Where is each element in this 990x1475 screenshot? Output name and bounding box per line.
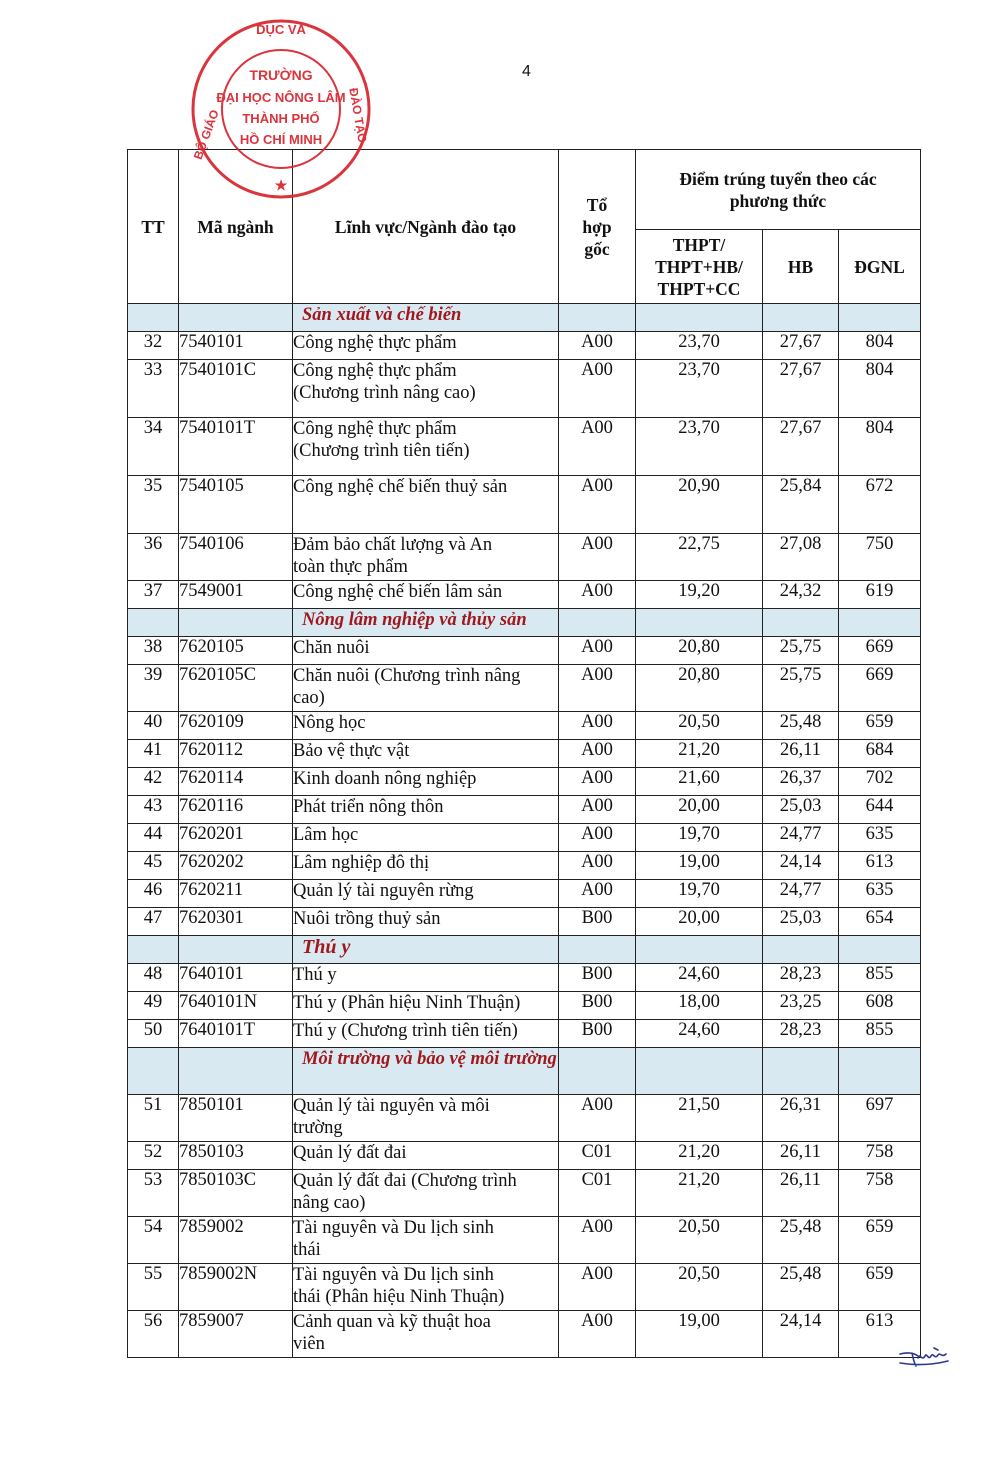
program-name-line: Chăn nuôi (Chương trình nâng: [293, 666, 521, 686]
score-thpt: 18,00: [636, 992, 763, 1020]
program-name-line: Thú y (Chương trình tiên tiến): [293, 1021, 518, 1041]
table-row: [128, 796, 921, 824]
table-row: [128, 1020, 921, 1048]
program-name-line: Quản lý tài nguyên rừng: [293, 881, 474, 901]
program-name: [293, 880, 559, 908]
section-row: [128, 609, 921, 637]
empty-cell: [179, 609, 293, 637]
score-dgnl: 613: [839, 1311, 921, 1358]
table-row: [128, 332, 921, 360]
empty-cell: [559, 609, 636, 637]
empty-cell: [839, 1048, 921, 1095]
row-index: 48: [128, 964, 179, 992]
row-index: 34: [128, 418, 179, 476]
table-row: [128, 637, 921, 665]
table-row: [128, 581, 921, 609]
score-dgnl: 702: [839, 768, 921, 796]
score-thpt: 20,50: [636, 1217, 763, 1264]
program-code: 7620211: [179, 880, 293, 908]
section-title: Thú y: [293, 936, 559, 964]
section-title: Nông lâm nghiệp và thủy sản: [293, 609, 559, 637]
subject-combo: B00: [559, 964, 636, 992]
header-tt: TT: [128, 150, 179, 304]
table-row: [128, 1264, 921, 1311]
program-name: [293, 768, 559, 796]
program-name-line: Đảm bảo chất lượng và An: [293, 535, 493, 555]
score-thpt: 20,00: [636, 796, 763, 824]
row-index: 56: [128, 1311, 179, 1358]
score-dgnl: 758: [839, 1170, 921, 1217]
table-row: [128, 852, 921, 880]
score-hb: 25,48: [763, 712, 839, 740]
program-name: [293, 992, 559, 1020]
program-name-line: cao): [293, 688, 325, 708]
program-code: 7859007: [179, 1311, 293, 1358]
score-hb: 28,23: [763, 964, 839, 992]
row-index: 32: [128, 332, 179, 360]
program-name: [293, 712, 559, 740]
score-dgnl: 669: [839, 637, 921, 665]
program-name: [293, 1095, 559, 1142]
subject-combo: A00: [559, 880, 636, 908]
subject-combo: A00: [559, 824, 636, 852]
program-name-line: Quản lý đất đai (Chương trình: [293, 1171, 517, 1191]
empty-cell: [839, 936, 921, 964]
score-dgnl: 758: [839, 1142, 921, 1170]
score-hb: 24,14: [763, 1311, 839, 1358]
program-code: 7620301: [179, 908, 293, 936]
subject-combo: A00: [559, 1311, 636, 1358]
subject-combo: A00: [559, 796, 636, 824]
score-dgnl: 855: [839, 964, 921, 992]
table-row: [128, 1311, 921, 1358]
program-name-line: thái: [293, 1240, 321, 1260]
empty-cell: [559, 304, 636, 332]
score-hb: 25,75: [763, 637, 839, 665]
score-thpt: 19,70: [636, 824, 763, 852]
table-row: [128, 476, 921, 534]
score-thpt: 20,90: [636, 476, 763, 534]
program-name-line: Kinh doanh nông nghiệp: [293, 769, 477, 789]
subject-combo: B00: [559, 992, 636, 1020]
subject-combo: A00: [559, 581, 636, 609]
row-index: 50: [128, 1020, 179, 1048]
subject-combo: A00: [559, 1095, 636, 1142]
program-name: [293, 1311, 559, 1358]
program-code: 7850103C: [179, 1170, 293, 1217]
seal-line-4: HỒ CHÍ MINH: [239, 132, 323, 147]
score-hb: 27,67: [763, 418, 839, 476]
table-row: [128, 360, 921, 418]
program-code: 7859002N: [179, 1264, 293, 1311]
empty-cell: [128, 609, 179, 637]
table-row: [128, 768, 921, 796]
row-index: 33: [128, 360, 179, 418]
program-name: [293, 1142, 559, 1170]
table-row: [128, 1217, 921, 1264]
program-name-line: trường: [293, 1118, 343, 1138]
program-name-line: Công nghệ chế biến lâm sản: [293, 582, 503, 602]
score-thpt: 21,50: [636, 1095, 763, 1142]
subject-combo: A00: [559, 665, 636, 712]
row-index: 36: [128, 534, 179, 581]
subject-combo: A00: [559, 637, 636, 665]
subject-combo: B00: [559, 908, 636, 936]
program-name-line: Công nghệ thực phẩm: [293, 419, 457, 439]
program-name-line: Lâm học: [293, 825, 359, 845]
row-index: 51: [128, 1095, 179, 1142]
program-name: [293, 332, 559, 360]
row-index: 41: [128, 740, 179, 768]
header-hb: HB: [763, 230, 839, 304]
score-dgnl: 654: [839, 908, 921, 936]
score-thpt: 19,00: [636, 852, 763, 880]
score-hb: 28,23: [763, 1020, 839, 1048]
row-index: 39: [128, 665, 179, 712]
header-scores-group: Điểm trúng tuyển theo các phương thức: [636, 150, 921, 230]
score-dgnl: 659: [839, 1264, 921, 1311]
empty-cell: [179, 936, 293, 964]
program-code: 7540101T: [179, 418, 293, 476]
program-code: 7640101T: [179, 1020, 293, 1048]
row-index: 35: [128, 476, 179, 534]
score-hb: 26,11: [763, 1170, 839, 1217]
score-dgnl: 659: [839, 1217, 921, 1264]
program-name-line: (Chương trình nâng cao): [293, 383, 476, 403]
score-dgnl: 635: [839, 880, 921, 908]
table-row: [128, 1095, 921, 1142]
score-thpt: 21,20: [636, 740, 763, 768]
program-name-line: Nông học: [293, 713, 366, 733]
row-index: 45: [128, 852, 179, 880]
table-row: [128, 740, 921, 768]
score-thpt: 23,70: [636, 360, 763, 418]
program-name-line: Công nghệ thực phẩm: [293, 333, 457, 353]
table-row: [128, 908, 921, 936]
empty-cell: [179, 304, 293, 332]
score-dgnl: 613: [839, 852, 921, 880]
table-row: [128, 1170, 921, 1217]
empty-cell: [763, 609, 839, 637]
section-row: [128, 936, 921, 964]
subject-combo: A00: [559, 1264, 636, 1311]
empty-cell: [636, 1048, 763, 1095]
program-name-line: Quản lý tài nguyên và môi: [293, 1096, 490, 1116]
handwritten-signature: [898, 1344, 954, 1370]
table-row: [128, 1142, 921, 1170]
header-combo: Tổ hợp gốc: [559, 150, 636, 304]
program-code: 7620105C: [179, 665, 293, 712]
row-index: 43: [128, 796, 179, 824]
score-thpt: 23,70: [636, 332, 763, 360]
subject-combo: A00: [559, 1217, 636, 1264]
row-index: 38: [128, 637, 179, 665]
program-name: [293, 360, 559, 418]
subject-combo: A00: [559, 740, 636, 768]
program-name-line: Lâm nghiệp đô thị: [293, 853, 430, 873]
subject-combo: C01: [559, 1170, 636, 1217]
score-dgnl: 669: [839, 665, 921, 712]
section-row: [128, 304, 921, 332]
score-hb: 23,25: [763, 992, 839, 1020]
row-index: 49: [128, 992, 179, 1020]
row-index: 46: [128, 880, 179, 908]
program-name: [293, 1264, 559, 1311]
empty-cell: [559, 936, 636, 964]
program-name-line: Tài nguyên và Du lịch sinh: [293, 1218, 494, 1238]
program-name: [293, 740, 559, 768]
score-thpt: 20,00: [636, 908, 763, 936]
program-code: 7540101: [179, 332, 293, 360]
table-body: [128, 304, 921, 1358]
score-hb: 24,32: [763, 581, 839, 609]
subject-combo: C01: [559, 1142, 636, 1170]
program-name-line: Chăn nuôi: [293, 638, 370, 658]
program-code: 7850103: [179, 1142, 293, 1170]
section-title: Sản xuất và chế biến: [293, 304, 559, 332]
program-name-line: nâng cao): [293, 1193, 366, 1213]
score-dgnl: 635: [839, 824, 921, 852]
empty-cell: [636, 609, 763, 637]
seal-line-2: ĐẠI HỌC NÔNG LÂM: [216, 90, 346, 105]
admission-scores-table: [127, 149, 921, 1358]
table-row: [128, 665, 921, 712]
seal-left-text: BỘ GIÁO: [190, 107, 222, 162]
program-code: 7859002: [179, 1217, 293, 1264]
score-thpt: 24,60: [636, 964, 763, 992]
section-title: Môi trường và bảo vệ môi trường: [293, 1048, 559, 1095]
program-name: [293, 852, 559, 880]
subject-combo: A00: [559, 768, 636, 796]
subject-combo: A00: [559, 418, 636, 476]
row-index: 55: [128, 1264, 179, 1311]
program-name: [293, 418, 559, 476]
score-hb: 26,31: [763, 1095, 839, 1142]
score-thpt: 24,60: [636, 1020, 763, 1048]
program-name-line: Thú y (Phân hiệu Ninh Thuận): [293, 993, 521, 1013]
empty-cell: [128, 1048, 179, 1095]
score-dgnl: 672: [839, 476, 921, 534]
header-field: Lĩnh vực/Ngành đào tạo: [293, 150, 559, 304]
score-hb: 25,48: [763, 1217, 839, 1264]
program-code: 7620114: [179, 768, 293, 796]
score-thpt: 20,80: [636, 665, 763, 712]
table-row: [128, 418, 921, 476]
score-thpt: 21,60: [636, 768, 763, 796]
subject-combo: A00: [559, 476, 636, 534]
page-number: 4: [522, 63, 531, 80]
program-name-line: Quản lý đất đai: [293, 1143, 407, 1163]
row-index: 44: [128, 824, 179, 852]
empty-cell: [128, 304, 179, 332]
seal-right-text: ĐÀO TẠO: [346, 86, 370, 144]
score-thpt: 19,00: [636, 1311, 763, 1358]
program-name: [293, 534, 559, 581]
program-code: 7540105: [179, 476, 293, 534]
score-dgnl: 804: [839, 418, 921, 476]
program-code: 7620112: [179, 740, 293, 768]
program-code: 7620109: [179, 712, 293, 740]
score-hb: 25,03: [763, 908, 839, 936]
empty-cell: [559, 1048, 636, 1095]
score-dgnl: 804: [839, 332, 921, 360]
program-name-line: Công nghệ thực phẩm: [293, 361, 457, 381]
program-name: [293, 637, 559, 665]
program-name-line: toàn thực phẩm: [293, 557, 408, 577]
program-name-line: (Chương trình tiên tiến): [293, 441, 470, 461]
subject-combo: A00: [559, 360, 636, 418]
seal-line-3: THÀNH PHỐ: [242, 111, 320, 126]
header-code: Mã ngành: [179, 150, 293, 304]
score-hb: 26,37: [763, 768, 839, 796]
subject-combo: A00: [559, 534, 636, 581]
program-code: 7540101C: [179, 360, 293, 418]
empty-cell: [763, 1048, 839, 1095]
program-name: [293, 964, 559, 992]
program-name-line: Thú y: [293, 965, 337, 985]
program-name: [293, 581, 559, 609]
score-thpt: 22,75: [636, 534, 763, 581]
row-index: 53: [128, 1170, 179, 1217]
program-code: 7850101: [179, 1095, 293, 1142]
score-dgnl: 608: [839, 992, 921, 1020]
score-thpt: 20,50: [636, 712, 763, 740]
score-hb: 27,67: [763, 360, 839, 418]
subject-combo: A00: [559, 712, 636, 740]
score-dgnl: 684: [839, 740, 921, 768]
score-dgnl: 804: [839, 360, 921, 418]
empty-cell: [763, 304, 839, 332]
subject-combo: B00: [559, 1020, 636, 1048]
table-row: [128, 880, 921, 908]
score-thpt: 21,20: [636, 1142, 763, 1170]
program-name: [293, 1170, 559, 1217]
score-dgnl: 644: [839, 796, 921, 824]
header-thpt: THPT/ THPT+HB/ THPT+CC: [636, 230, 763, 304]
program-name: [293, 476, 559, 534]
empty-cell: [636, 304, 763, 332]
empty-cell: [128, 936, 179, 964]
table-row: [128, 712, 921, 740]
table-row: [128, 534, 921, 581]
score-hb: 26,11: [763, 1142, 839, 1170]
program-name: [293, 1020, 559, 1048]
program-code: 7620201: [179, 824, 293, 852]
row-index: 37: [128, 581, 179, 609]
table-row: [128, 824, 921, 852]
score-hb: 24,77: [763, 824, 839, 852]
score-hb: 24,77: [763, 880, 839, 908]
program-code: 7620105: [179, 637, 293, 665]
empty-cell: [839, 304, 921, 332]
empty-cell: [839, 609, 921, 637]
score-hb: 25,84: [763, 476, 839, 534]
program-name: [293, 824, 559, 852]
score-thpt: 19,20: [636, 581, 763, 609]
program-name: [293, 665, 559, 712]
program-code: 7549001: [179, 581, 293, 609]
empty-cell: [179, 1048, 293, 1095]
seal-line-1: TRƯỜNG: [249, 67, 313, 83]
program-code: 7620116: [179, 796, 293, 824]
program-name: [293, 796, 559, 824]
score-hb: 27,08: [763, 534, 839, 581]
score-thpt: 20,80: [636, 637, 763, 665]
program-code: 7640101N: [179, 992, 293, 1020]
score-hb: 25,03: [763, 796, 839, 824]
table-row: [128, 964, 921, 992]
program-name-line: viên: [293, 1334, 325, 1354]
table-row: [128, 992, 921, 1020]
program-name-line: Bảo vệ thực vật: [293, 741, 410, 761]
program-name-line: Phát triển nông thôn: [293, 797, 444, 817]
score-hb: 25,48: [763, 1264, 839, 1311]
university-seal: [190, 18, 372, 200]
program-name: [293, 1217, 559, 1264]
program-name-line: Nuôi trồng thuỷ sản: [293, 909, 441, 929]
score-hb: 25,75: [763, 665, 839, 712]
section-row: [128, 1048, 921, 1095]
score-hb: 24,14: [763, 852, 839, 880]
score-dgnl: 697: [839, 1095, 921, 1142]
program-code: 7640101: [179, 964, 293, 992]
score-hb: 27,67: [763, 332, 839, 360]
program-code: 7620202: [179, 852, 293, 880]
score-dgnl: 659: [839, 712, 921, 740]
score-thpt: 19,70: [636, 880, 763, 908]
score-dgnl: 750: [839, 534, 921, 581]
score-dgnl: 855: [839, 1020, 921, 1048]
score-thpt: 20,50: [636, 1264, 763, 1311]
header-dgnl: ĐGNL: [839, 230, 921, 304]
row-index: 40: [128, 712, 179, 740]
program-name-line: Cảnh quan và kỹ thuật hoa: [293, 1312, 491, 1332]
program-name-line: Công nghệ chế biến thuỷ sản: [293, 477, 508, 497]
program-name-line: Tài nguyên và Du lịch sinh: [293, 1265, 494, 1285]
program-code: 7540106: [179, 534, 293, 581]
score-hb: 26,11: [763, 740, 839, 768]
row-index: 42: [128, 768, 179, 796]
row-index: 54: [128, 1217, 179, 1264]
score-thpt: 21,20: [636, 1170, 763, 1217]
row-index: 47: [128, 908, 179, 936]
score-dgnl: 619: [839, 581, 921, 609]
empty-cell: [763, 936, 839, 964]
row-index: 52: [128, 1142, 179, 1170]
seal-star-icon: ★: [274, 177, 288, 193]
subject-combo: A00: [559, 852, 636, 880]
program-name: [293, 908, 559, 936]
score-thpt: 23,70: [636, 418, 763, 476]
subject-combo: A00: [559, 332, 636, 360]
seal-top-text: DỤC VÀ: [256, 22, 306, 37]
empty-cell: [636, 936, 763, 964]
program-name-line: thái (Phân hiệu Ninh Thuận): [293, 1287, 505, 1307]
